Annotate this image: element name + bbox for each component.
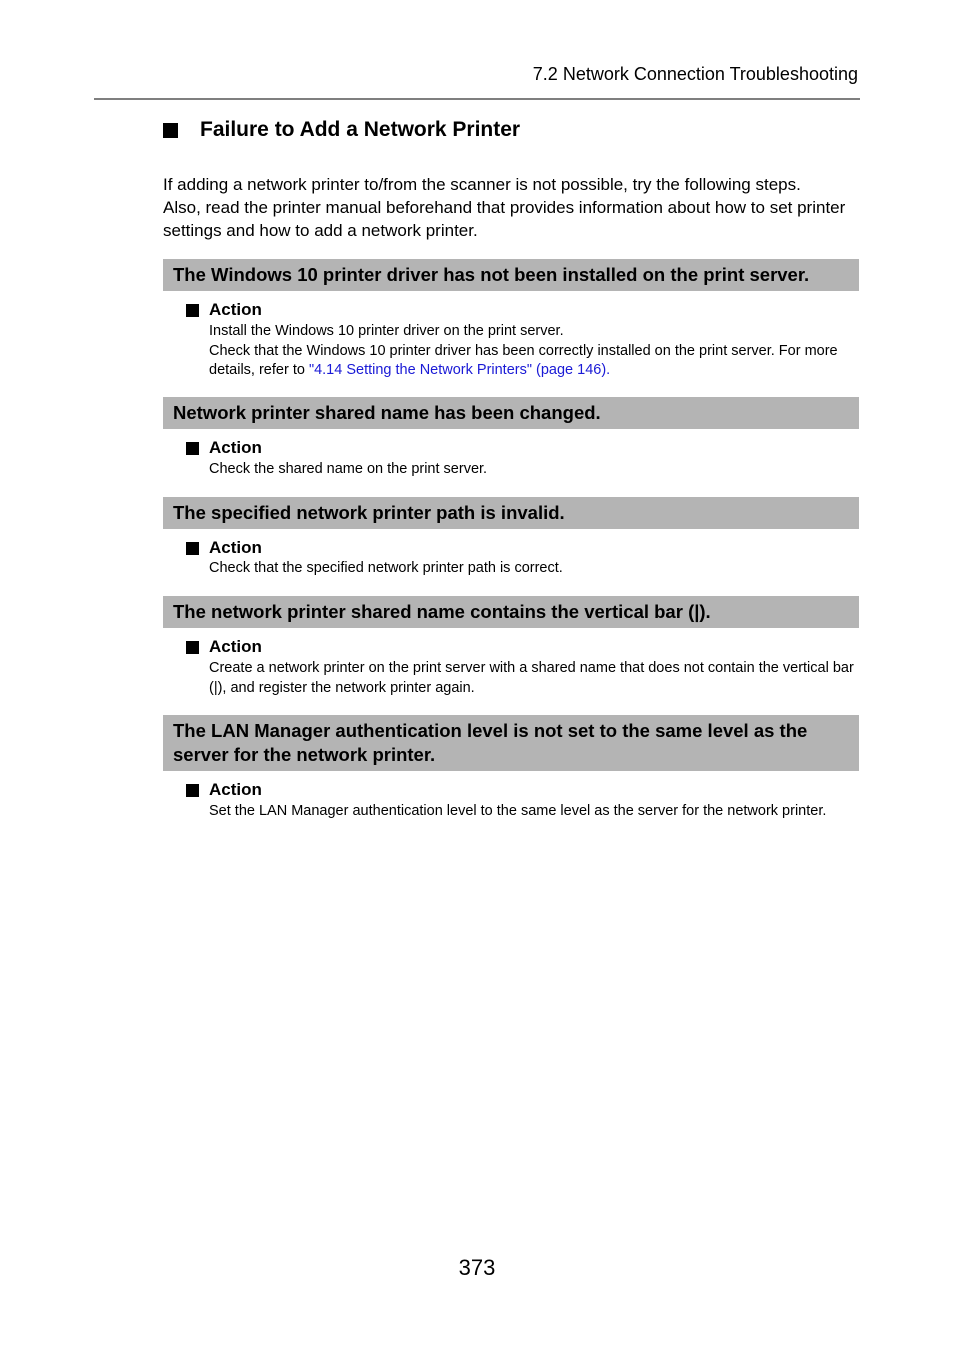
action-line: Create a network printer on the print server with a shared name that does not contain the vertical bar (|), and register the network printer again. (209, 660, 854, 696)
cross-reference-suffix: . (606, 362, 611, 378)
square-bullet-icon (163, 123, 178, 138)
action-line-text: Check that the Windows 10 printer driver has been correctly installed on the print server. For more details, refer to (209, 342, 838, 378)
square-bullet-icon (186, 304, 199, 317)
running-header: 7.2 Network Connection Troubleshooting (532, 64, 858, 84)
issue-heading-text: Network printer shared name has been changed. (173, 402, 601, 423)
action-line (209, 342, 859, 381)
issue-heading (163, 497, 859, 529)
action-label: Action (209, 637, 262, 656)
square-bullet-icon (186, 784, 199, 797)
action-line: Set the LAN Manager authentication level to the same level as the server for the network printer. (209, 803, 827, 819)
action-heading (186, 300, 262, 320)
action-heading (186, 780, 262, 800)
issue-heading (163, 715, 859, 771)
square-bullet-icon (186, 542, 199, 555)
issue-heading (163, 397, 859, 429)
issue-heading-text: The LAN Manager authentication level is not set to the same level as the server for the network printer. (173, 720, 808, 765)
action-line: Install the Windows 10 printer driver on the print server. (209, 323, 564, 339)
action-heading (186, 438, 262, 458)
action-body (209, 460, 859, 480)
intro-paragraph (163, 173, 853, 242)
issue-heading (163, 596, 859, 628)
action-heading (186, 538, 262, 558)
cross-reference-link[interactable]: "4.14 Setting the Network Printers" (page 146) (308, 362, 607, 378)
square-bullet-icon (186, 641, 199, 654)
issue-heading-text: The network printer shared name contains the vertical bar (|). (173, 601, 711, 622)
intro-line: If adding a network printer to/from the scanner is not possible, try the following steps. (163, 175, 801, 194)
action-label: Action (209, 438, 262, 457)
action-body (209, 802, 859, 822)
intro-line: Also, read the printer manual beforehand that provides information about how to set printer settings and how to add a network printer. (163, 198, 846, 240)
action-label: Action (209, 538, 262, 557)
action-body (209, 322, 859, 381)
issue-heading (163, 259, 859, 291)
issue-heading-text: The specified network printer path is invalid. (173, 502, 565, 523)
action-line: Check that the specified network printer path is correct. (209, 560, 563, 576)
issue-heading-text: The Windows 10 printer driver has not been installed on the print server. (173, 264, 810, 285)
section-heading (163, 118, 520, 142)
page-number: 373 (458, 1255, 496, 1280)
action-line: Check the shared name on the print server. (209, 461, 488, 477)
section-heading-text: Failure to Add a Network Printer (200, 118, 521, 141)
action-body (209, 659, 859, 698)
header-divider (94, 98, 860, 100)
action-heading (186, 637, 262, 657)
action-body (209, 559, 859, 579)
action-label: Action (209, 780, 262, 799)
action-label: Action (209, 300, 262, 319)
square-bullet-icon (186, 442, 199, 455)
